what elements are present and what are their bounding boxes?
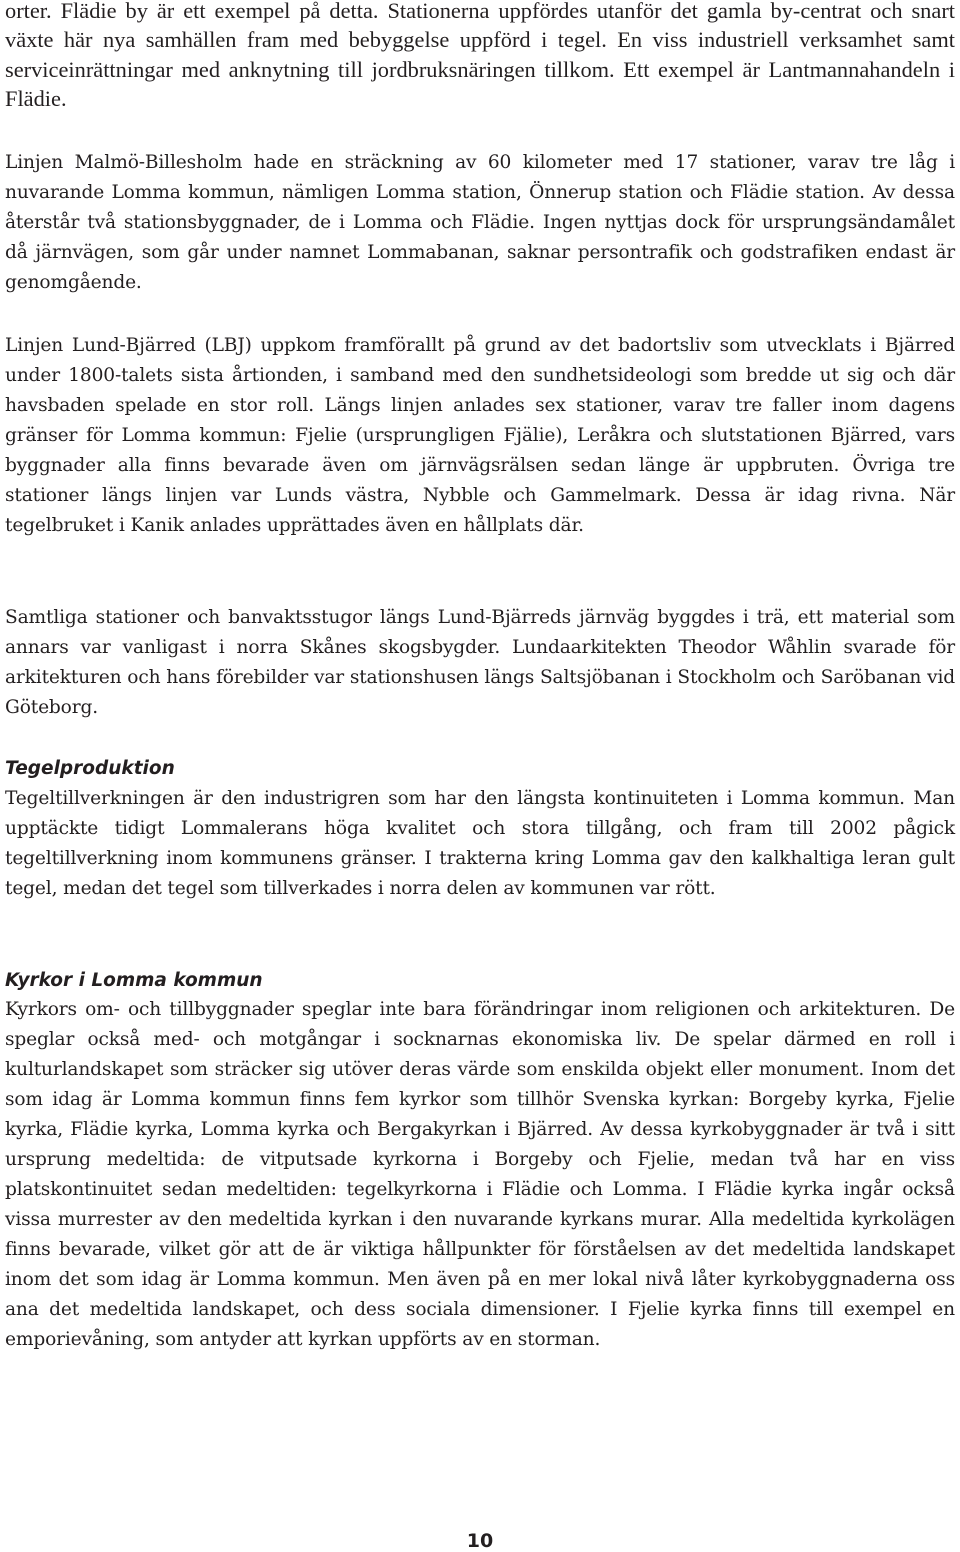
paragraph-stationer: Samtliga stationer och banvaktsstugor längs Lund-Bjärreds järnväg byggdes i trä, ett material som annars var vanligast i norra Skånes skogsbygder. Lundaarkitekten Theodor Wåhlin svarade för arkitekturen och hans förebilder var stationshusen längs Saltsjöbanan i Stockholm och Saröbanan vid Göteborg. xyxy=(5,607,955,718)
page-number: 10 xyxy=(466,1530,494,1552)
paragraph-kyrkor: Kyrkors om- och tillbyggnader speglar inte bara förändringar inom religionen och arkitekturen. De speglar också med- och motgångar i socknarnas ekonomiska liv. De spelar därmed en roll i kulturlandskapet som sträcker sig utöver deras värde som enskilda objekt eller monument. Inom det som idag är Lomma kommun finns fem kyrkor som tillhör Svenska kyrkan: Borgeby kyrka, Fjelie kyrka, Flädie kyrka, Lomma kyrka och Bergakyrkan i Bjärred. Av dessa kyrkobyggnader är två i sitt ursprung medeltida: de vitputsade kyrkorna i Borgeby och Fjelie, medan två har en viss platskontinuitet sedan medeltiden: tegelkyrkorna i Flädie och Lomma. I Flädie kyrka ingår också vissa murrester av den medeltida kyrkan i den nuvarande kyrkans murar. Alla medeltida kyrkolägen finns bevarade, vilket gör att de är viktiga hållpunkter för förståelsen av det medeltida landskapet inom det som idag är Lomma kommun. Men även på en mer lokal nivå låter kyrkobyggnaderna oss ana det medeltida landskapet, och dess sociala dimensioner. I Fjelie kyrka finns till exempel en emporievåning, som antyder att kyrkan uppförts av en storman. xyxy=(5,999,955,1350)
paragraph-lund-bjarred: Linjen Lund-Bjärred (LBJ) uppkom framförallt på grund av det badortsliv som utvecklats i Bjärred under 1800-talets sista årtionden, i samband med den sundhetsideologi som bredde ut sig och där havsbaden spelade en stor roll. Längs linjen anlades sex stationer, varav tre faller inom dagens gränser för Lomma kommun: Fjelie (ursprungligen Fjälie), Leråkra och slutstationen Bjärred, vars byggnader alla finns bevarade även om järnvägsrälsen sedan länge är uppbruten. Övriga tre stationer längs linjen var Lunds västra, Nybble och Gammelmark. Dessa är idag rivna. När tegelbruket i Kanik anlades upprättades även en hållplats där. xyxy=(5,335,955,536)
paragraph-malmo-billesholm: Linjen Malmö-Billesholm hade en sträckning av 60 kilometer med 17 stationer, varav tre låg i nuvarande Lomma kommun, nämligen Lomma station, Önnerup station och Flädie station. Av dessa återstår två stationsbyggnader, de i Lomma och Flädie. Ingen nyttjas dock för ursprungsändamålet då järnvägen, som går under namnet Lommabanan, saknar persontrafik och godstrafiken endast är genomgående. xyxy=(5,152,955,293)
paragraph-intro: orter. Flädie by är ett exempel på detta. Stationerna uppfördes utanför det gamla by-centrat och snart växte här nya samhällen fram med bebyggelse uppförd i tegel. En viss industriell verksamhet samt serviceinrättningar med anknytning till jordbruksnäringen tillkom. Ett exempel är Lantmannahandeln i Flädie. xyxy=(5,0,955,111)
heading-tegelproduktion: Tegelproduktion xyxy=(5,758,175,779)
heading-kyrkor: Kyrkor i Lomma kommun xyxy=(5,970,263,991)
paragraph-tegel: Tegeltillverkningen är den industrigren som har den längsta kontinuiteten i Lomma kommun. Man upptäckte tidigt Lommalerans höga kvalitet och stora tillgång, och fram till 2002 pågick tegeltillverkning inom kommunens gränser. I trakterna kring Lomma gav den kalkhaltiga leran gult tegel, medan det tegel som tillverkades i norra delen av kommunen var rött. xyxy=(5,788,955,899)
